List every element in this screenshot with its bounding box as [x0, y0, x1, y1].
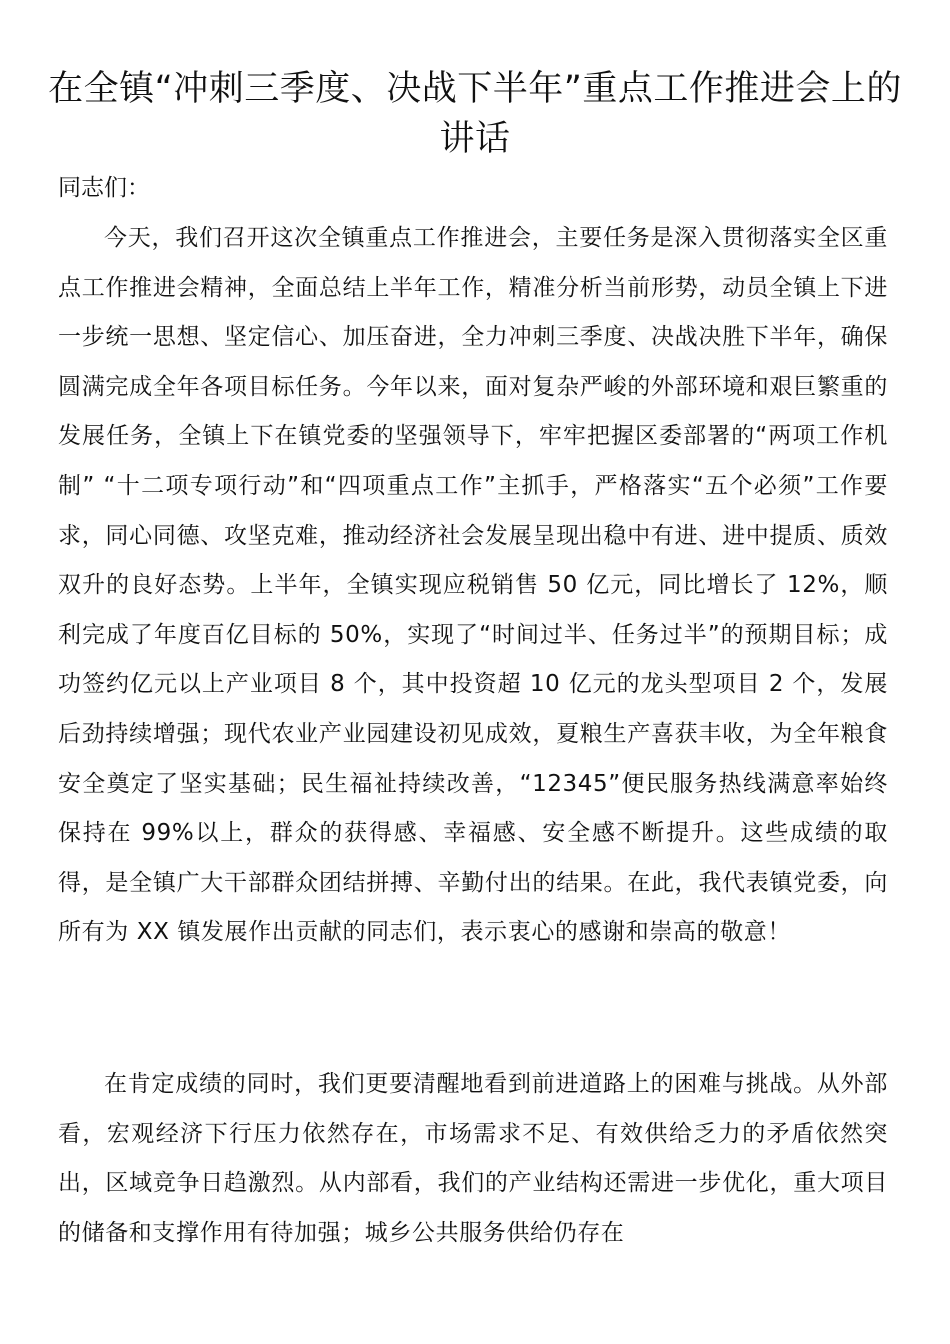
salutation: 同志们： [58, 175, 150, 201]
body-paragraph-2: 在肯定成绩的同时，我们更要清醒地看到前进道路上的困难与挑战。从外部看，宏观经济下行压力依然存在，市场需求不足、有效供给乏力的矛盾依然突出，区域竞争日趋激烈。从内部看，我们的产业结构还需进一步优化，重大项目的储备和支撑作用有待加强；城乡公共服务供给仍存在 [58, 1071, 888, 1246]
body-paragraph-1: 今天，我们召开这次全镇重点工作推进会，主要任务是深入贯彻落实全区重点工作推进会精神，全面总结上半年工作，精准分析当前形势，动员全镇上下进一步统一思想、坚定信心、加压奋进，全力冲刺三季度、决战决胜下半年，确保圆满完成全年各项目标任务。今年以来，面对复杂严峻的外部环境和艰巨繁重的发展任务，全镇上下在镇党委的坚强领导下，牢牢把握区委部署的“两项工作机制” “十二项专项行动”和“四项重点工作”主抓手，严格落实“五个必须”工作要求，同心同德、攻坚克难，推动经济社会发展呈现出稳中有进、进中提质、质效双升的良好态势。上半年，全镇实现应税销售 50 亿元，同比增长了 12%，顺利完成了年度百亿目标的 50%，实现了“时间过半、任务过半”的预期目标；成功签约亿元以上产业项目 8 个，其中投资超 10 亿元的龙头型项目 2 个，发展后劲持续增强；现代农业产业园建设初见成效，夏粮生产喜获丰收，为全年粮食安全奠定了坚实基础；民生福祉持续改善，“12345”便民服务热线满意率始终保持在 99%以上，群众的获得感、幸福感、安全感不断提升。这些成绩的取得，是全镇广大干部群众团结拼搏、辛勤付出的结果。在此，我代表镇党委，向所有为 XX 镇发展作出贡献的同志们，表示衷心的感谢和崇高的敬意！ [58, 225, 888, 946]
document-title: 在全镇“冲刺三季度、决战下半年”重点工作推进会上的讲话 [48, 69, 902, 159]
